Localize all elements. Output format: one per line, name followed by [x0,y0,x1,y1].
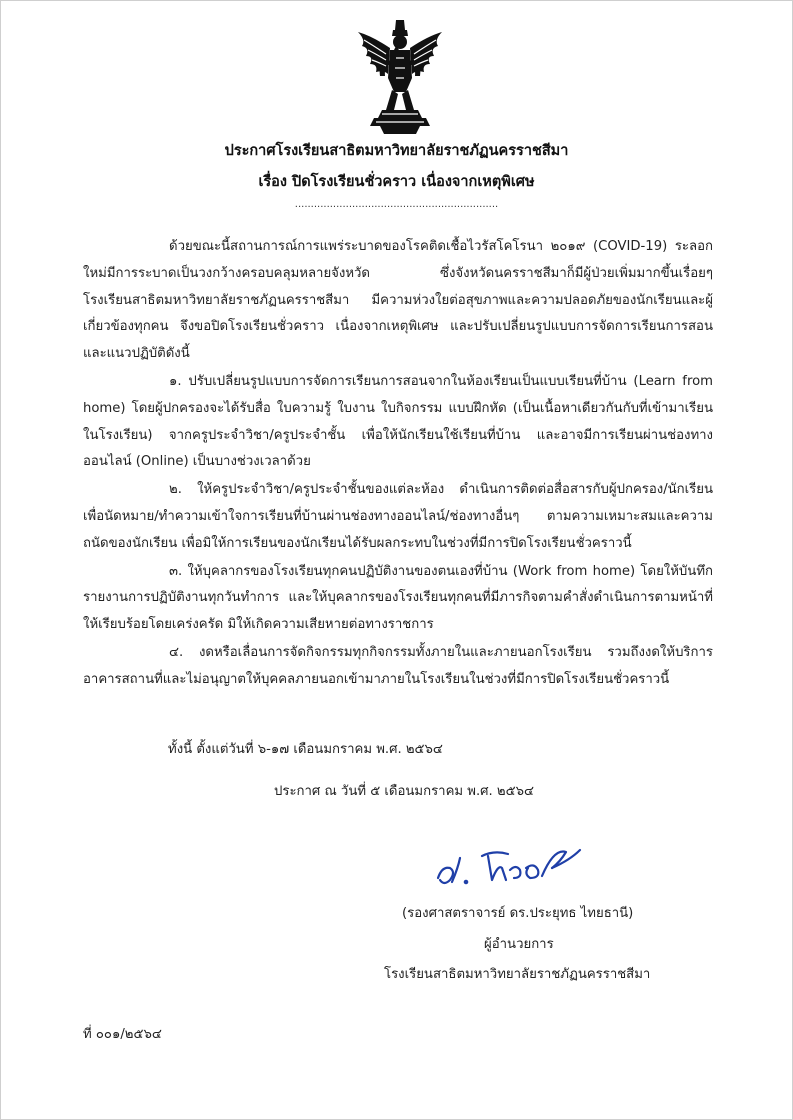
announcement-title: ประกาศโรงเรียนสาธิตมหาวิทยาลัยราชภัฏนครราชสีมา [224,143,569,159]
signatory-position: ผู้อำนวยการ [484,937,554,952]
signatory-organization: โรงเรียนสาธิตมหาวิทยาลัยราชภัฏนครราชสีมา [384,967,651,982]
effective-date: ทั้งนี้ ตั้งแต่วันที่ ๖-๑๗ เดือนมกราคม พ.ศ. ๒๕๖๔ [168,742,443,757]
title-divider: ................................................................ [294,199,499,210]
item-1-paragraph: ๑. ปรับเปลี่ยนรูปแบบการจัดการเรียนการสอนจากในห้องเรียนเป็นแบบเรียนที่บ้าน (Learn from home) โดยผู้ปกครองจะได้รับสื่อ ใบความรู้ ใบงาน ใบกิจกรรม แบบฝึกหัด (เป็นเนื้อหาเดียวกันกับที่เข้ามาเรียนในโรงเรียน) จากครูประจำวิชา/ครูประจำชั้น เพื่อให้นักเรียนใช้เรียนที่บ้าน และอาจมีการเรียนผ่านช่องทางออนไลน์ (Online) เป็นบางช่วงเวลาด้วย [83,373,713,470]
garuda-emblem-icon [352,18,448,136]
item-3-paragraph: ๓. ให้บุคลากรของโรงเรียนทุกคนปฏิบัติงานของตนเองที่บ้าน (Work from home) โดยให้บันทึกรายงานการปฏิบัติงานทุกวันทำการ และให้บุคลากรของโรงเรียนทุกคนที่มีภารกิจตามคำสั่งดำเนินการตามหน้าที่ให้เรียบร้อยโดยเคร่งครัด มิให้เกิดความเสียหายต่อทางราชการ [83,563,713,633]
announcement-body [83,234,713,695]
announcement-subject: เรื่อง ปิดโรงเรียนชั่วคราว เนื่องจากเหตุพิเศษ [258,174,535,190]
director-signature [430,838,600,898]
intro-paragraph: ด้วยขณะนี้สถานการณ์การแพร่ระบาดของโรคติดเชื้อไวรัสโคโรนา ๒๐๑๙ (COVID-19) ระลอกใหม่มีการระบาดเป็นวงกว้างครอบคลุมหลายจังหวัด ซึ่งจังหวัดนครราชสีมาก็มีผู้ป่วยเพิ่มมากขึ้นเรื่อยๆ โรงเรียนสาธิตมหาวิทยาลัยราชภัฏนครราชสีมา มีความห่วงใยต่อสุขภาพและความปลอดภัยของนักเรียนและผู้เกี่ยวข้องทุกคน จึงขอปิดโรงเรียนชั่วคราว เนื่องจากเหตุพิเศษ และปรับเปลี่ยนรูปแบบการจัดการเรียนการสอน และแนวปฏิบัติดังนี้ [83,239,713,362]
signatory-name: (รองศาสตราจารย์ ดร.ประยุทธ ไทยธานี) [402,906,634,921]
announcement-date: ประกาศ ณ วันที่ ๕ เดือนมกราคม พ.ศ. ๒๕๖๔ [274,784,534,799]
document-number: ที่ ๐๐๑/๒๕๖๔ [83,1027,162,1042]
item-4-paragraph: ๔. งดหรือเลื่อนการจัดกิจกรรมทุกกิจกรรมทั้งภายในและภายนอกโรงเรียน รวมถึงงดให้บริการอาคารสถานที่และไม่อนุญาตให้บุคคลภายนอกเข้ามาภายในโรงเรียนในช่วงที่มีการปิดโรงเรียนชั่วคราวนี้ [83,644,713,687]
item-2-paragraph: ๒. ให้ครูประจำวิชา/ครูประจำชั้นของแต่ละห้อง ดำเนินการติดต่อสื่อสารกับผู้ปกครอง/นักเรียน เพื่อนัดหมาย/ทำความเข้าใจการเรียนที่บ้านผ่านช่องทางออนไลน์/ช่องทางอื่นๆ ตามความเหมาะสมและความถนัดของนักเรียน เพื่อมิให้การเรียนของนักเรียนได้รับผลกระทบในช่วงที่มีการปิดโรงเรียนชั่วคราวนี้ [83,482,713,551]
